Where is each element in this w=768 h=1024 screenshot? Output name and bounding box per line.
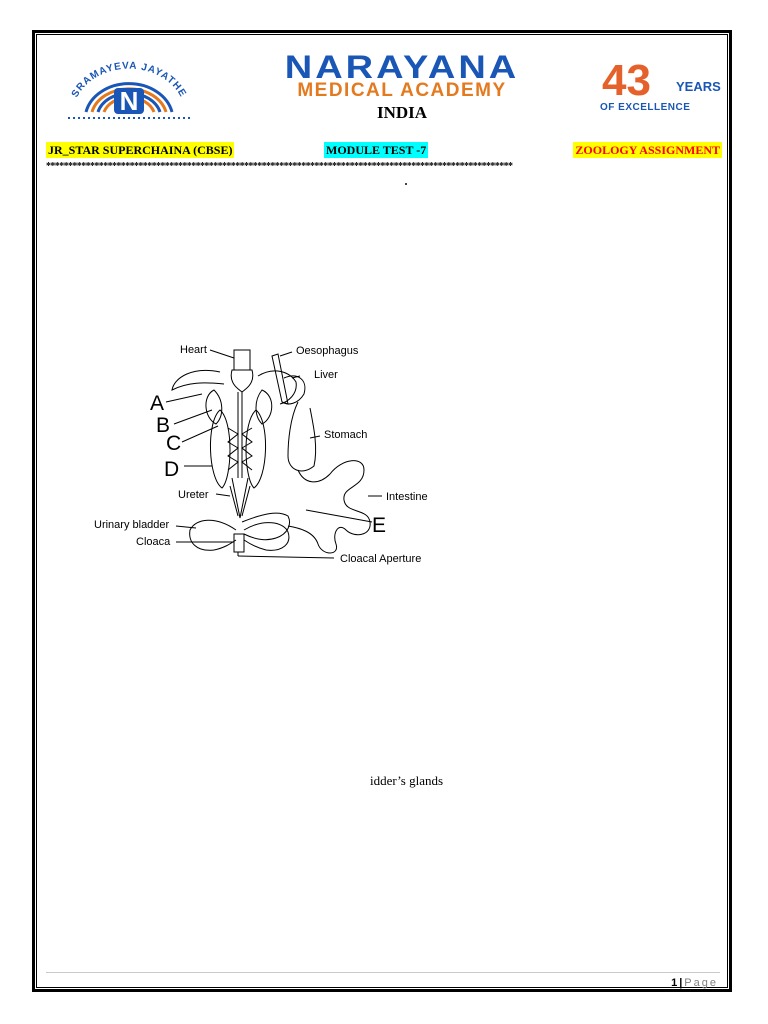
kidney-left [210, 410, 230, 488]
label-cloaca: Cloaca [136, 536, 171, 548]
brand-name: NARAYANA [284, 50, 520, 86]
letterhead [52, 46, 721, 130]
marker-c: C [166, 432, 182, 455]
subject-name: ZOOLOGY ASSIGNMENT [575, 143, 720, 157]
ureter-triangle [232, 478, 248, 518]
test-info-row [46, 142, 722, 160]
bladder-left [190, 520, 236, 550]
intestine [288, 461, 370, 553]
label-intestine: Intestine [386, 491, 428, 503]
brand-country: INDIA [376, 103, 428, 122]
stomach [288, 402, 316, 471]
liver-lobe-left [172, 370, 224, 390]
label-liver: Liver [314, 369, 338, 381]
kidney-right [246, 410, 266, 488]
emblem-letter: N [119, 86, 139, 116]
footer-rule [46, 972, 720, 973]
course-name: JR_STAR SUPERCHAINA (CBSE) [48, 143, 233, 157]
years-number: 43 [602, 56, 651, 105]
frog-urinogenital-diagram [92, 338, 452, 574]
large-intestine [242, 513, 290, 540]
page-label: Page [684, 977, 718, 989]
narayana-emblem-logo [56, 48, 202, 128]
heart-top [234, 350, 250, 370]
label-cloacal-aperture: Cloacal Aperture [340, 553, 422, 565]
page-footer [600, 976, 718, 990]
body-text-fragment: idder’s glands [370, 773, 444, 788]
fat-body-left [206, 390, 222, 424]
anniversary-badge [592, 56, 721, 118]
label-heart: Heart [180, 344, 207, 356]
years-subtitle: OF EXCELLENCE [600, 102, 691, 113]
page-number: 1 [671, 977, 678, 989]
stray-mark [405, 183, 407, 185]
label-ureter: Ureter [178, 489, 209, 501]
footer-separator: | [679, 977, 683, 989]
marker-a: A [150, 392, 165, 415]
marker-b: B [156, 414, 171, 437]
cloaca-tube [234, 534, 244, 552]
marker-e: E [372, 514, 387, 537]
years-label: YEARS [676, 79, 721, 94]
emblem-motto: SRAMAYEVA JAYATHE [69, 60, 189, 100]
oesophagus-tube [272, 354, 288, 404]
separator-line: ********************************************************************************************************** [46, 161, 513, 172]
brand-subtitle: MEDICAL ACADEMY [297, 80, 507, 101]
fat-body-right [256, 390, 272, 424]
label-stomach: Stomach [324, 429, 368, 441]
brand-block [232, 48, 572, 132]
test-name: MODULE TEST -7 [326, 143, 427, 157]
label-urinary-bladder: Urinary bladder [94, 519, 170, 531]
marker-d: D [164, 458, 180, 481]
heart-shape [231, 370, 253, 392]
label-oesophagus: Oesophagus [296, 345, 359, 357]
